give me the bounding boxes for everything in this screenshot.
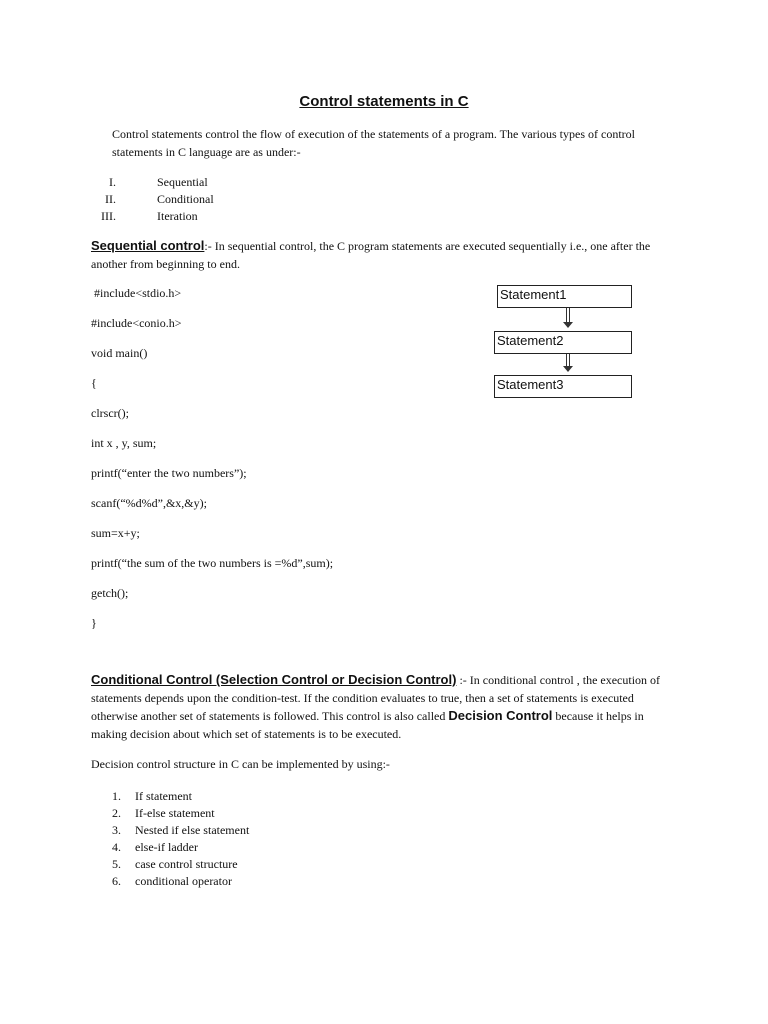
- page-title: Control statements in C: [299, 93, 469, 110]
- flow-box-statement2: Statement2: [494, 331, 632, 354]
- list-item-number: 2.: [112, 806, 121, 820]
- list-item-number: 1.: [112, 789, 121, 803]
- sequential-heading: Sequential control: [91, 238, 205, 253]
- code-line: scanf(“%d%d”,&x,&y);: [91, 496, 207, 510]
- code-line: void main(): [91, 346, 148, 360]
- list-item: case control structure: [135, 857, 238, 871]
- down-arrow-icon: [563, 366, 573, 372]
- down-arrow-icon: [566, 308, 570, 322]
- decision-intro: Decision control structure in C can be implemented by using:-: [91, 757, 390, 771]
- list-item: Nested if else statement: [135, 823, 250, 837]
- list-item: Iteration: [157, 209, 198, 223]
- conditional-text-1: :- In conditional control , the execution of statements depends upon the condition-test. If the condition evaluates to true, then a set of statements is executed otherwise another set of statements is followed. This control is also called: [91, 673, 661, 723]
- list-item-number: II.: [105, 192, 116, 206]
- down-arrow-icon: [563, 322, 573, 328]
- list-item: else-if ladder: [135, 840, 198, 854]
- list-item-number: I.: [109, 175, 116, 189]
- code-line: clrscr();: [91, 406, 129, 420]
- code-line: #include<conio.h>: [91, 316, 182, 330]
- intro-paragraph: Control statements control the flow of execution of the statements of a program. The various types of control statements in C language are as under:-: [112, 127, 635, 159]
- list-item: If statement: [135, 789, 192, 803]
- conditional-paragraph: [91, 671, 676, 743]
- list-item-number: III.: [101, 209, 116, 223]
- decision-control-term: Decision Control: [448, 708, 553, 723]
- code-line: }: [91, 616, 97, 630]
- list-item: If-else statement: [135, 806, 215, 820]
- code-line: {: [91, 376, 97, 390]
- list-item-number: 6.: [112, 874, 121, 888]
- code-line: int x , y, sum;: [91, 436, 157, 450]
- conditional-text-2: because it helps in making decision about which set of statements is to be executed.: [91, 709, 644, 741]
- list-item-number: 5.: [112, 857, 121, 871]
- sequential-text: :- In sequential control, the C program statements are executed sequentially i.e., one after the another from beginning to end.: [91, 239, 651, 271]
- sequential-paragraph: [91, 237, 676, 273]
- flow-box-statement3: Statement3: [494, 375, 632, 398]
- list-item-number: 3.: [112, 823, 121, 837]
- list-item-number: 4.: [112, 840, 121, 854]
- down-arrow-icon: [566, 354, 570, 366]
- code-line: getch();: [91, 586, 129, 600]
- list-item: conditional operator: [135, 874, 232, 888]
- flow-box-statement1: Statement1: [497, 285, 632, 308]
- code-line: printf(“the sum of the two numbers is =%d”,sum);: [91, 556, 334, 570]
- list-item: Sequential: [157, 175, 208, 189]
- conditional-heading: Conditional Control (Selection Control or Decision Control): [91, 672, 457, 687]
- list-item: Conditional: [157, 192, 214, 206]
- code-line: printf(“enter the two numbers”);: [91, 466, 247, 480]
- code-line: #include<stdio.h>: [91, 286, 182, 300]
- code-line: sum=x+y;: [91, 526, 140, 540]
